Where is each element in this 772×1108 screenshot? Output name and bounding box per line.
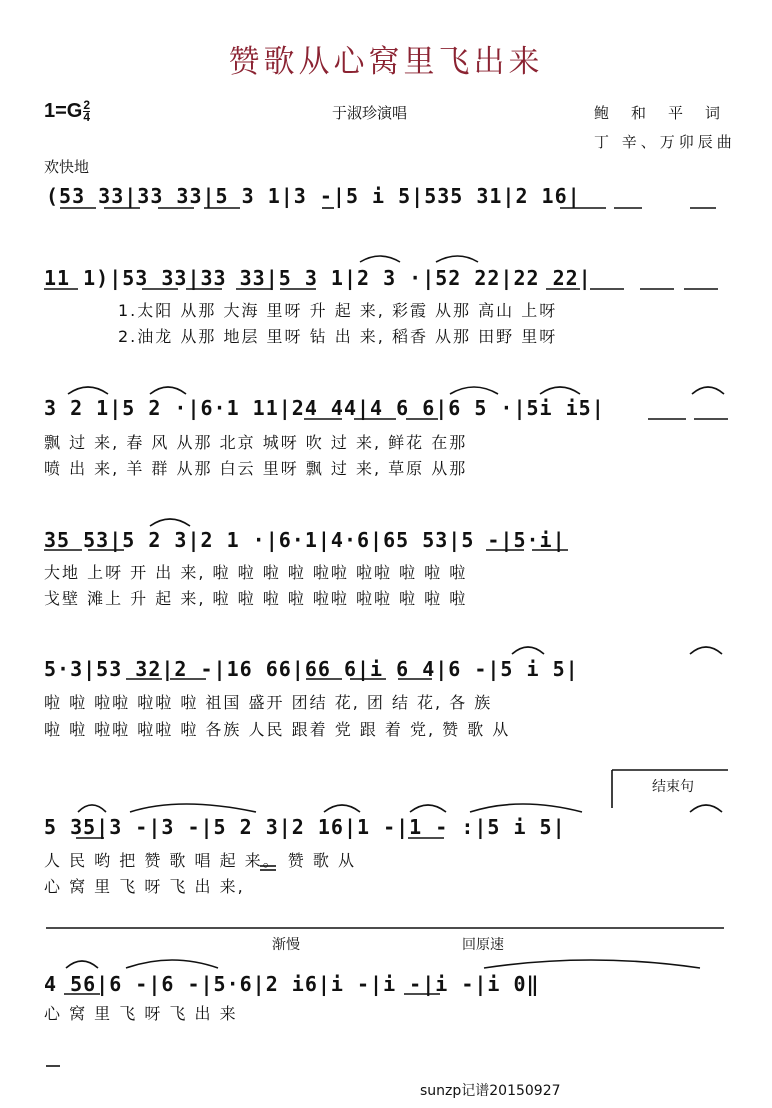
notation-line-2: 11 1)|53 33|33 33|5 3 1|2 3 ·|52 22|22 22| xyxy=(44,266,592,290)
lyric-line-3-verse-2: 喷 出 来, 羊 群 从那 白云 里呀 飘 过 来, 草原 从那 xyxy=(44,459,468,478)
lyricist-credit: 鲍和平词 xyxy=(594,104,743,122)
tempo-mark-slowing: 渐慢 xyxy=(272,937,300,953)
lyric-line-6-verse-1: 人 民 哟 把 赞 歌 唱 起 来。 赞 歌 从 xyxy=(44,851,356,870)
lyric-line-2-verse-1: 1.太阳 从那 大海 里呀 升 起 来, 彩霞 从那 高山 上呀 xyxy=(118,301,558,320)
notation-line-1: (53 33|33 33|5 3 1|3 -|5 i 5|535 31|2 16| xyxy=(46,184,581,208)
composer-credit: 丁 辛、万卯辰曲 xyxy=(594,133,736,151)
time-top: 2 xyxy=(83,98,91,113)
lyric-line-6-verse-2: 心 窝 里 飞 呀 飞 出 来, xyxy=(44,877,245,896)
notation-line-6: 5 35|3 -|3 -|5 2 3|2 16|1 -|1 - :|5 i 5| xyxy=(44,815,566,839)
tempo-mark-resume: 回原速 xyxy=(462,937,504,953)
key-signature xyxy=(44,100,90,123)
notation-line-3: 3 2 1|5 2 ·|6·1 11|24 44|4 6 6|6 5 ·|5i i5| xyxy=(44,396,605,420)
notation-line-4: 35 53|5 2 3|2 1 ·|6·1|4·6|65 53|5 -|5·i| xyxy=(44,528,566,552)
lyric-line-5-verse-2: 啦 啦 啦啦 啦啦 啦 各族 人民 跟着 党 跟 着 党, 赞 歌 从 xyxy=(44,720,511,739)
transcriber-footer: sunzp记谱20150927 xyxy=(420,1083,561,1099)
lyric-line-3-verse-1: 飘 过 来, 春 风 从那 北京 城呀 吹 过 来, 鲜花 在那 xyxy=(44,433,468,452)
lyric-line-4-verse-2: 戈壁 滩上 升 起 来, 啦 啦 啦 啦 啦啦 啦啦 啦 啦 啦 xyxy=(44,589,468,608)
time-signature xyxy=(83,100,90,123)
time-bottom: 4 xyxy=(83,110,91,125)
song-title: 赞歌从心窝里飞出来 xyxy=(228,44,544,80)
lyric-line-7: 心 窝 里 飞 呀 飞 出 来 xyxy=(44,1004,238,1023)
key-label: 1=G xyxy=(44,100,83,122)
notation-line-7: 4 56|6 -|6 -|5·6|2 i6|i -|i -|i -|i 0‖ xyxy=(44,972,540,996)
ending-label: 结束句 xyxy=(652,779,694,795)
lyric-line-4-verse-1: 大地 上呀 开 出 来, 啦 啦 啦 啦 啦啦 啦啦 啦 啦 啦 xyxy=(44,563,468,582)
tempo-marking: 欢快地 xyxy=(44,158,90,176)
singer-credit: 于淑珍演唱 xyxy=(332,104,408,122)
lyric-line-2-verse-2: 2.油龙 从那 地层 里呀 钻 出 来, 稻香 从那 田野 里呀 xyxy=(118,327,558,346)
notation-line-5: 5·3|53 32|2 -|16 66|66 6|i 6 4|6 -|5 i 5| xyxy=(44,657,579,681)
lyric-line-5-verse-1: 啦 啦 啦啦 啦啦 啦 祖国 盛开 团结 花, 团 结 花, 各 族 xyxy=(44,693,493,712)
